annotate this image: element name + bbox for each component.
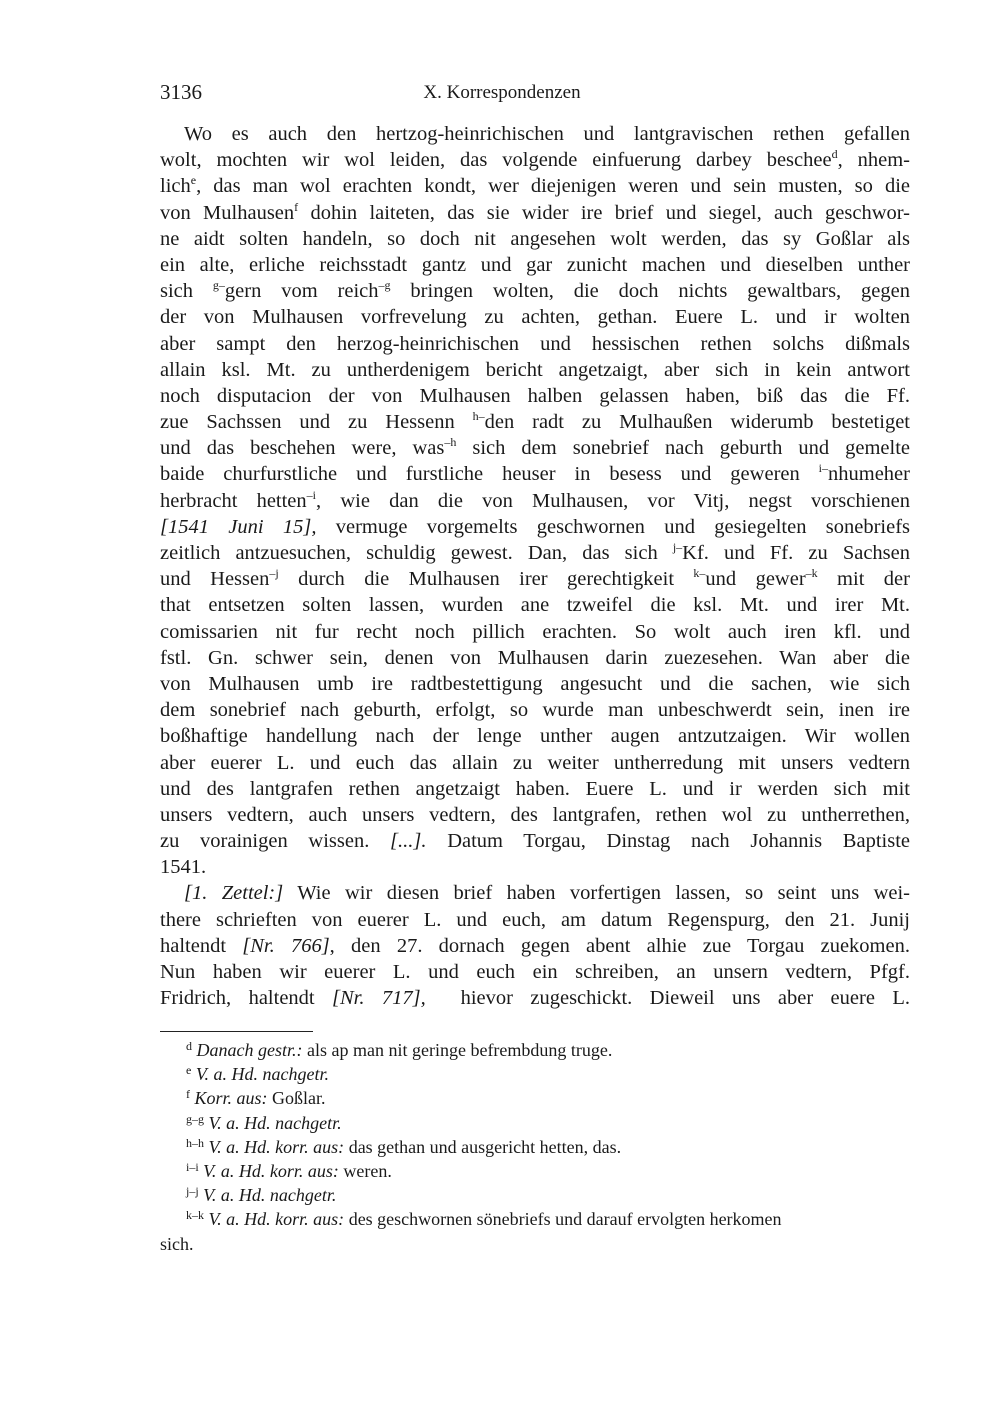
footnote-ref: k– bbox=[693, 566, 706, 581]
document-reference: [Nr. 766] bbox=[242, 934, 330, 957]
main-text bbox=[160, 121, 910, 1011]
footnote-ref: d bbox=[831, 147, 838, 162]
footnotes bbox=[160, 1038, 910, 1256]
text-line: allain ksl. Mt. zu untherdenigem bericht angetzaigt, aber sich in kein antwort bbox=[160, 358, 910, 381]
footnote-k: $^{k-k}$ V. a. Hd. korr. aus: des geschwornen sönebriefs und darauf ervolgten herkomen bbox=[186, 1208, 782, 1230]
text-line: Fridrich, haltendt [Nr. 717], hievor zugeschickt. Dieweil uns aber euere L. bbox=[160, 987, 910, 1010]
text-line: und Hessen$^{-j}$ durch die Mulhausen irer gerechtigkeit $^{k-}$und gewer$^{-k}$ mit der bbox=[160, 566, 910, 591]
text-line: zue Sachssen und zu Hessenn $^{h-}$den radt zu Mulhaußen widerumb bestetiget bbox=[160, 409, 910, 434]
text-line: unsers vedtern, auch unsers vedtern, des lantgrafen, rethen wol zu untherrethen, bbox=[160, 803, 910, 826]
omission-mark: [...]. bbox=[390, 830, 427, 853]
text-line: und des lantgrafen rethen angetzaigt haben. Euere L. und ir werden sich mit bbox=[160, 777, 910, 800]
text-line: baide churfurstliche und furstliche heuser in besess und geweren $^{i-}$nhumeher bbox=[160, 461, 910, 486]
text-line: von Mulhausen umb ire radtbestettigung angesucht und die sachen, wie sich bbox=[160, 672, 910, 695]
text-line: aber euerer L. und euch das allain zu weiter untherredung mit unsers vedtern bbox=[160, 751, 910, 774]
text-line: und das beschehen were, was$^{-h}$ sich dem sonebrief nach geburth und gemelte bbox=[160, 435, 910, 460]
footnote-ref: –j bbox=[269, 566, 279, 581]
text-line: haltendt [Nr. 766], den 27. dornach gegen abent alhie zue Torgau zuekomen. bbox=[160, 934, 910, 957]
text-line: wolt, mochten wir wol leiden, das volgende einfuerung darbey beschee$^d$, nhem- bbox=[160, 147, 910, 172]
page-number: 3136 bbox=[160, 80, 202, 104]
footnote-d: $^d$ Danach gestr.: als ap man nit geringe befrembdung truge. bbox=[186, 1039, 613, 1060]
text-line: zu vorainigen wissen. [...]. Datum Torgau, Dinstag nach Johannis Baptiste bbox=[160, 830, 910, 853]
text-line: ne aidt solten handeln, so doch nit angesehen wolt werden, das sy Goßlar als bbox=[160, 227, 910, 250]
footnote-ref: –h bbox=[444, 435, 457, 450]
footnote-i: $^{i-i}$ V. a. Hd. korr. aus: weren. bbox=[186, 1160, 392, 1182]
footnote-divider bbox=[160, 1031, 313, 1032]
footnote-e: $^e$ V. a. Hd. nachgetr. bbox=[186, 1063, 329, 1085]
editorial-label: [1. Zettel:] bbox=[184, 882, 284, 905]
text-line: comissarien nit fur recht noch pillich erachten. So wolt auch iren kfl. und bbox=[160, 620, 910, 643]
text-line: herbracht hetten$^{-i}$, wie dan die von Mulhausen, vor Vitj, negst vorschienen bbox=[160, 487, 911, 512]
text-line: boßhaftige handellung nach der lenge unther augen antzutzaigen. Wir wollen bbox=[160, 725, 910, 748]
paragraph-1 bbox=[160, 121, 910, 880]
footnote-ref: f bbox=[294, 199, 299, 214]
footnote-g: $^{g-g}$ V. a. Hd. nachgetr. bbox=[186, 1111, 342, 1133]
running-title: X. Korrespondenzen bbox=[423, 82, 581, 103]
paragraph-2 bbox=[160, 880, 910, 1011]
text-line: noch disputacion der von Mulhausen halben gelassen haben, biß das die Ff. bbox=[160, 384, 910, 407]
text-line: dem sonebrief nach geburth, erfolgt, so wurde man unbeschwerdt sein, inen ire bbox=[160, 699, 910, 722]
footnote-ref: h– bbox=[472, 409, 485, 424]
text-line: there schrieften von euerer L. und euch, am datum Regenspurg, den 21. Junij bbox=[160, 908, 910, 931]
text-line: lich$^e$, das man wol erachten kondt, wer diejenigen weren und sein musten, so die bbox=[160, 173, 910, 198]
footnote-ref: g– bbox=[212, 278, 225, 293]
document-reference: [Nr. 717], bbox=[332, 987, 426, 1010]
footnote-ref: e bbox=[190, 173, 197, 188]
text-line: [1541 Juni 15], vermuge vorgemelts geschwornen und gesiegelten sonebriefs bbox=[160, 515, 910, 538]
footnote-h: $^{h-h}$ V. a. Hd. korr. aus: das gethan und ausgericht hetten, das. bbox=[186, 1135, 622, 1157]
footnote-ref: –g bbox=[378, 278, 391, 293]
text-line: 1541. bbox=[160, 856, 207, 879]
text-line: zeitlich antzuesuchen, schuldig gewest. Dan, das sich $^{j-}$Kf. und Ff. zu Sachsen bbox=[160, 540, 910, 564]
footnote-k-continuation: sich. bbox=[160, 1233, 194, 1254]
text-line: Wo es auch den hertzog-heinrichischen und lantgravischen rethen gefallen bbox=[184, 123, 910, 145]
text-line: ein alte, erliche reichsstadt gantz und gar zunicht machen und dieselben unther bbox=[160, 253, 910, 276]
footnote-ref: –i bbox=[306, 487, 317, 502]
footnote-ref: i– bbox=[818, 461, 829, 476]
editorial-date: [1541 Juni 15], bbox=[160, 515, 317, 538]
text-line: sich $^{g-}$gern vom reich$^{-g}$ bringen wolten, die doch nichts gewaltbars, gegen bbox=[160, 278, 911, 303]
text-line: fstl. Gn. schwer sein, denen von Mulhausen darin zuezesehen. Wan aber die bbox=[160, 646, 910, 669]
text-line: Nun haben wir euerer L. und euch ein schreiben, an unsern vedtern, Pfgf. bbox=[160, 961, 910, 983]
footnote-j: $^{j-j}$ V. a. Hd. nachgetr. bbox=[186, 1184, 337, 1206]
text-line: that entsetzen solten lassen, wurden ane tzweifel die ksl. Mt. und irer Mt. bbox=[160, 594, 910, 617]
text-line: von Mulhausen$^f$ dohin laiteten, das sie wider ire brief und siegel, auch geschwor- bbox=[160, 199, 910, 224]
footnote-ref: j– bbox=[672, 540, 683, 554]
footnote-f: $^f$ Korr. aus: Goßlar. bbox=[186, 1087, 326, 1109]
text-line: aber sampt den herzog-heinrichischen und hessischen rethen solchs dißmals bbox=[160, 332, 910, 355]
footnote-ref: –k bbox=[805, 566, 818, 581]
text-line: [1. Zettel:] Wie wir diesen brief haben vorfertigen lassen, so seint uns wei- bbox=[184, 882, 911, 905]
text-line: der von Mulhausen vorfrevelung zu achten, gethan. Euere L. und ir wolten bbox=[160, 306, 910, 329]
